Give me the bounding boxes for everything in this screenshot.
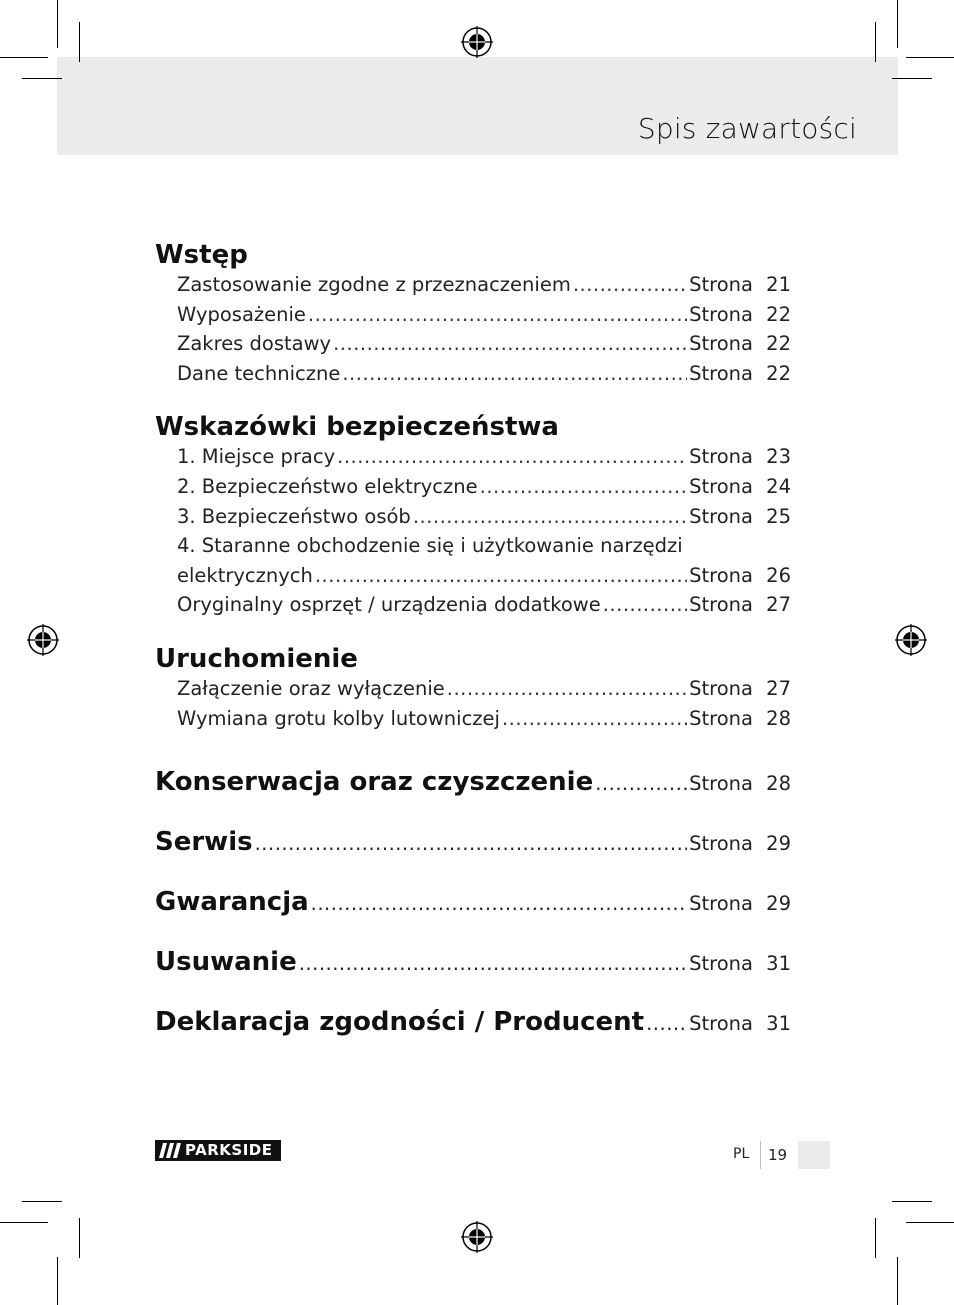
entry-label: Wymiana grotu kolby lutowniczej	[177, 706, 500, 730]
dot-leader	[255, 832, 688, 855]
toc-main-entry[interactable]	[155, 767, 791, 797]
crop-mark	[892, 1201, 932, 1202]
entry-strona: Strona	[689, 504, 753, 528]
toc-entry[interactable]	[155, 300, 791, 330]
dot-leader	[447, 674, 687, 704]
entry-label: Zastosowanie zgodne z przeznaczeniem	[177, 273, 571, 296]
toc-entry[interactable]	[155, 502, 791, 532]
entry-page-number: 31	[766, 1012, 791, 1036]
section-title: Gwarancja	[155, 887, 309, 918]
entry-page-number: 23	[766, 445, 791, 469]
entry-strona: Strona	[689, 361, 753, 385]
entry-strona: Strona	[689, 676, 753, 700]
crop-mark	[875, 1218, 876, 1258]
toc-section-wstep	[155, 240, 791, 388]
entry-label: Załączenie oraz wyłączenie	[177, 676, 445, 700]
toc-entry[interactable]	[155, 561, 791, 591]
section-title: Usuwanie	[155, 947, 297, 978]
toc-entry[interactable]	[155, 270, 791, 300]
entry-label: Dane techniczne	[177, 361, 341, 385]
table-of-contents	[155, 240, 791, 1067]
toc-entry[interactable]	[155, 472, 791, 502]
section-title: Wstęp	[155, 240, 248, 270]
dot-leader	[337, 442, 687, 472]
language-code: PL	[733, 1146, 750, 1162]
entry-page-number: 22	[766, 361, 791, 385]
dot-leader	[480, 472, 688, 502]
crop-mark	[57, 1257, 58, 1305]
entry-page-number: 21	[766, 273, 791, 296]
toc-main-entry[interactable]	[155, 827, 791, 857]
entry-label: Zakres dostawy	[177, 332, 332, 356]
page-number: 19	[768, 1146, 788, 1164]
toc-section-bezpieczenstwo	[155, 412, 791, 620]
crop-mark	[906, 57, 954, 58]
entry-strona: Strona	[689, 892, 753, 916]
entry-page-number: 24	[766, 474, 791, 498]
entry-page-number: 27	[766, 593, 791, 617]
entry-strona: Strona	[689, 772, 753, 796]
toc-main-entry[interactable]	[155, 1007, 791, 1037]
entry-label: 3. Bezpieczeństwo osób	[177, 504, 411, 528]
dot-leader	[333, 329, 687, 359]
section-title: Wskazówki bezpieczeństwa	[155, 412, 559, 443]
entry-page-number: 28	[766, 706, 791, 730]
dot-leader	[342, 359, 687, 389]
registration-mark-icon	[895, 624, 927, 656]
toc-entry[interactable]	[155, 674, 791, 704]
parkside-logo	[155, 1140, 281, 1161]
dot-leader	[311, 892, 687, 915]
toc-entry[interactable]	[155, 442, 791, 472]
crop-mark	[79, 22, 80, 62]
section-title: Serwis	[155, 827, 253, 858]
entry-label: Oryginalny osprzęt / urządzenia dodatkowe	[177, 593, 601, 617]
crop-mark	[892, 78, 932, 79]
toc-main-entry[interactable]	[155, 947, 791, 977]
dot-leader	[573, 270, 687, 300]
section-title: Uruchomienie	[155, 643, 358, 674]
page-title: Spis zawartości	[637, 112, 857, 145]
crop-mark	[875, 22, 876, 62]
entry-page-number: 31	[766, 952, 791, 976]
toc-entry[interactable]	[155, 590, 791, 620]
toc-section-uruchomienie	[155, 644, 791, 733]
entry-strona: Strona	[689, 1012, 753, 1036]
toc-entry[interactable]	[155, 329, 791, 359]
crop-mark	[906, 1222, 954, 1223]
dot-leader	[502, 704, 687, 734]
entry-page-number: 29	[766, 892, 791, 916]
crop-mark	[897, 0, 898, 48]
entry-page-number: 25	[766, 504, 791, 528]
dot-leader	[603, 590, 687, 620]
entry-page-number: 27	[766, 676, 791, 700]
toc-entry[interactable]	[155, 704, 791, 734]
entry-strona: Strona	[689, 952, 753, 976]
dot-leader	[646, 1012, 687, 1035]
entry-strona: Strona	[689, 593, 753, 617]
entry-label: 1. Miejsce pracy	[177, 445, 336, 469]
dot-leader	[595, 772, 687, 795]
entry-strona: Strona	[689, 474, 753, 498]
entry-page-number: 26	[766, 563, 791, 587]
entry-strona: Strona	[689, 706, 753, 730]
dot-leader	[413, 502, 687, 532]
dot-leader	[315, 561, 687, 591]
footer-tab-box	[798, 1141, 830, 1169]
entry-strona: Strona	[689, 832, 753, 856]
entry-strona: Strona	[689, 302, 753, 326]
toc-entry[interactable]	[155, 359, 791, 389]
section-title: Konserwacja oraz czyszczenie	[155, 767, 594, 798]
crop-mark	[22, 1201, 62, 1202]
crop-mark	[0, 57, 48, 58]
entry-strona: Strona	[689, 273, 753, 296]
dot-leader	[299, 952, 687, 975]
toc-main-entry[interactable]	[155, 887, 791, 917]
crop-mark	[0, 1222, 48, 1223]
entry-page-number: 28	[766, 772, 791, 796]
entry-strona: Strona	[689, 445, 753, 469]
registration-mark-icon	[461, 26, 493, 58]
entry-strona: Strona	[689, 332, 753, 356]
section-title: Deklaracja zgodności / Producent	[155, 1007, 645, 1038]
crop-mark	[22, 78, 62, 79]
registration-mark-icon	[461, 1221, 493, 1253]
entry-label[interactable]: 4. Staranne obchodzenie się i użytkowanie narzędzi	[177, 534, 683, 558]
entry-label: Wyposażenie	[177, 302, 306, 326]
crop-mark	[897, 1257, 898, 1305]
entry-label: 2. Bezpieczeństwo elektryczne	[177, 474, 478, 498]
crop-mark	[79, 1218, 80, 1258]
entry-label-continued: elektrycznych	[177, 563, 313, 587]
logo-text: PARKSIDE	[185, 1141, 273, 1159]
entry-page-number: 22	[766, 302, 791, 326]
crop-mark	[57, 0, 58, 48]
registration-mark-icon	[27, 624, 59, 656]
footer-divider	[760, 1141, 761, 1169]
entry-page-number: 22	[766, 332, 791, 356]
logo-stripes-icon	[159, 1143, 181, 1158]
entry-strona: Strona	[689, 563, 753, 587]
entry-page-number: 29	[766, 832, 791, 856]
dot-leader	[308, 300, 687, 330]
